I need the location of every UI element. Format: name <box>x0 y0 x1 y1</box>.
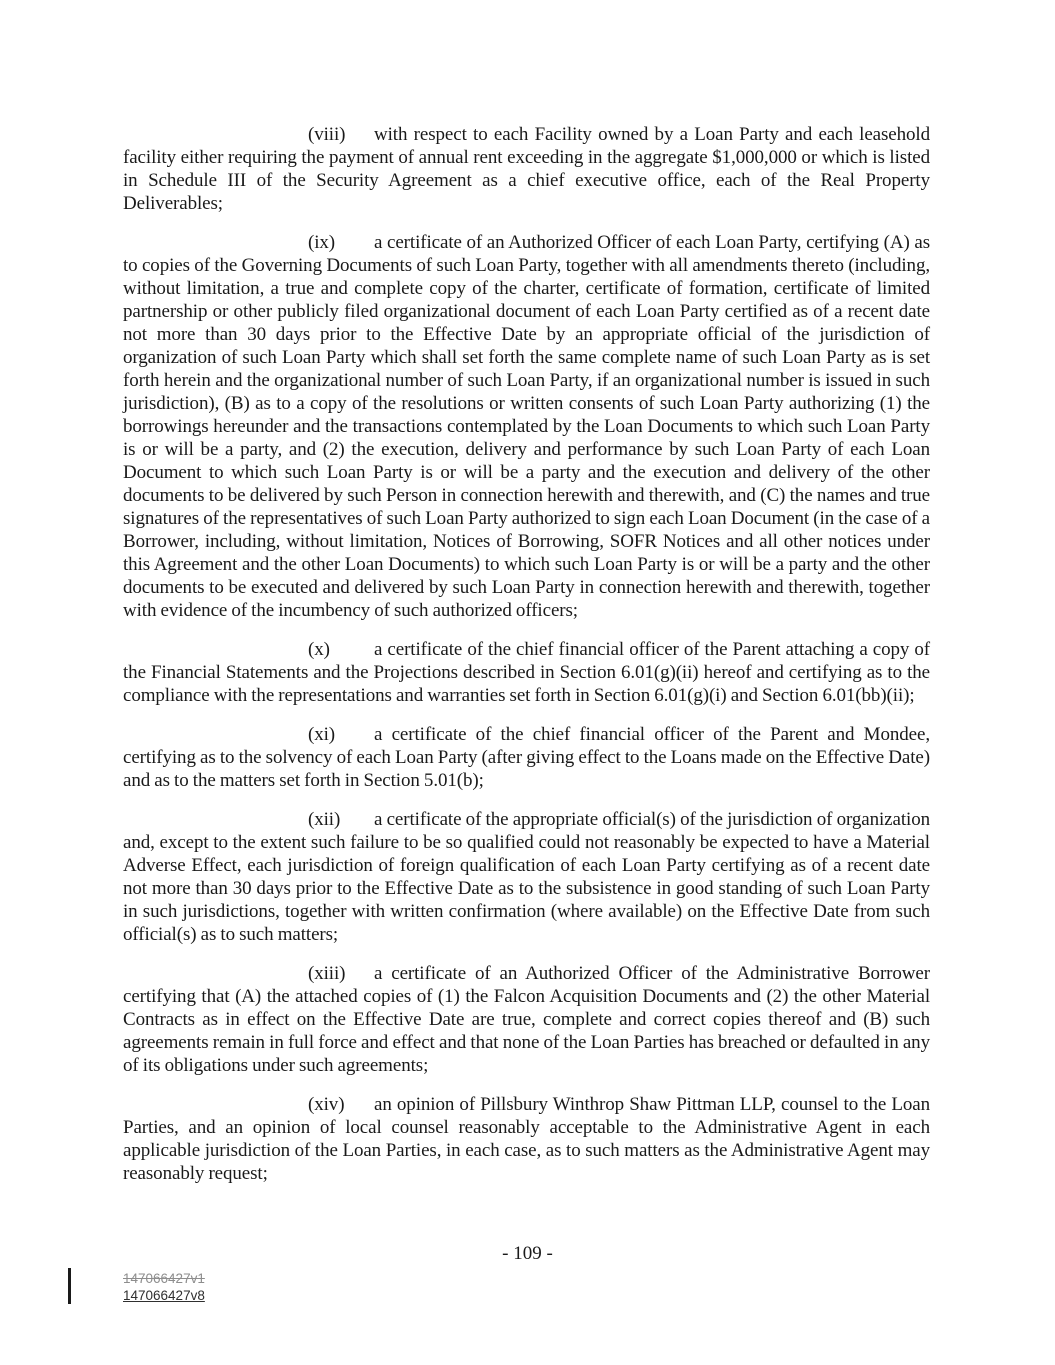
document-id-block <box>123 1270 205 1304</box>
paragraph-xiv <box>123 1093 930 1185</box>
doc-id-struck-through: 147066427v1 <box>123 1271 205 1286</box>
paragraph-xi <box>123 723 930 792</box>
paragraph-x <box>123 638 930 707</box>
document-body <box>123 123 930 1185</box>
paragraph-number: (xiv) <box>308 1094 345 1115</box>
paragraph-text: a certificate of the chief financial officer of the Parent and Mondee, certifying as to the solvency of each Loan Party (after giving effect to the Loans made on the Effective Date) and as to the matters set forth in Section 5.01(b); <box>123 724 930 791</box>
doc-id-current: 147066427v8 <box>123 1288 205 1303</box>
paragraph-number: (xii) <box>308 809 341 830</box>
paragraph-text: a certificate of an Authorized Officer of each Loan Party, certifying (A) as to copies of the Governing Documents of such Loan Party, together with all amendments thereto (including, without limitation, a true and complete copy of the charter, certificate of formation, certificate of limited partnership or other publicly filed organizational document of each Loan Party certified as of a recent date not more than 30 days prior to the Effective Date by an appropriate official of the jurisdiction of organization of such Loan Party which shall set forth the same complete name of such Loan Party as is set forth herein and the organizational number of such Loan Party, if an organizational number is issued in such jurisdiction), (B) as to a copy of the resolutions or written consents of such Loan Party authorizing (1) the borrowings hereunder and the transactions contemplated by the Loan Documents to which such Loan Party is or will be a party, and (2) the execution, delivery and performance by such Loan Party of each Loan Document to which such Loan Party is or will be a party and the execution and delivery of the other documents to be delivered by such Person in connection herewith and therewith, and (C) the names and true signatures of the representatives of such Loan Party authorized to sign each Loan Document (in the case of a Borrower, including, without limitation, Notices of Borrowing, SOFR Notices and all other notices under this Agreement and the other Loan Documents) to which such Loan Party is or will be a party and the other documents to be executed and delivered by such Loan Party in connection herewith and therewith, together with evidence of the incumbency of such authorized officers; <box>123 232 930 621</box>
paragraph-xiii <box>123 962 930 1077</box>
paragraph-text: an opinion of Pillsbury Winthrop Shaw Pittman LLP, counsel to the Loan Parties, and an opinion of local counsel reasonably acceptable to the Administrative Agent in each applicable jurisdiction of the Loan Parties, in each case, as to such matters as the Administrative Agent may reasonably request; <box>123 1094 930 1184</box>
paragraph-text: a certificate of the appropriate official(s) of the jurisdiction of organization and, except to the extent such failure to be so qualified could not reasonably be expected to have a Material Adverse Effect, each jurisdiction of foreign qualification of each Loan Party certifying as of a recent date not more than 30 days prior to the Effective Date as to the subsistence in good standing of such Loan Party in such jurisdictions, together with written confirmation (where available) on the Effective Date from such official(s) as to such matters; <box>123 809 930 945</box>
paragraph-text: a certificate of the chief financial officer of the Parent attaching a copy of the Financial Statements and the Projections described in Section 6.01(g)(ii) hereof and certifying as to the compliance with the representations and warranties set forth in Section 6.01(g)(i) and Section 6.01(bb)(ii); <box>123 639 930 706</box>
paragraph-number: (xiii) <box>308 963 346 984</box>
paragraph-text: a certificate of an Authorized Officer of the Administrative Borrower certifying that (A) the attached copies of (1) the Falcon Acquisition Documents and (2) the other Material Contracts as in effect on the Effective Date are true, complete and correct copies thereof and (B) such agreements remain in full force and effect and that none of the Loan Parties has breached or defaulted in any of its obligations under such agreements; <box>123 963 930 1076</box>
paragraph-number: (x) <box>308 639 330 660</box>
paragraph-ix <box>123 231 930 622</box>
paragraph-number: (viii) <box>308 124 346 145</box>
paragraph-text: with respect to each Facility owned by a Loan Party and each leasehold facility either requiring the payment of annual rent exceeding in the aggregate $1,000,000 or which is listed in Schedule III of the Security Agreement as a chief executive office, each of the Real Property Deliverables; <box>123 124 930 214</box>
revision-change-bar <box>68 1268 71 1304</box>
paragraph-number: (xi) <box>308 724 336 745</box>
paragraph-xii <box>123 808 930 946</box>
paragraph-number: (ix) <box>308 232 336 253</box>
paragraph-viii <box>123 123 930 215</box>
page-number: - 109 - <box>502 1243 553 1264</box>
